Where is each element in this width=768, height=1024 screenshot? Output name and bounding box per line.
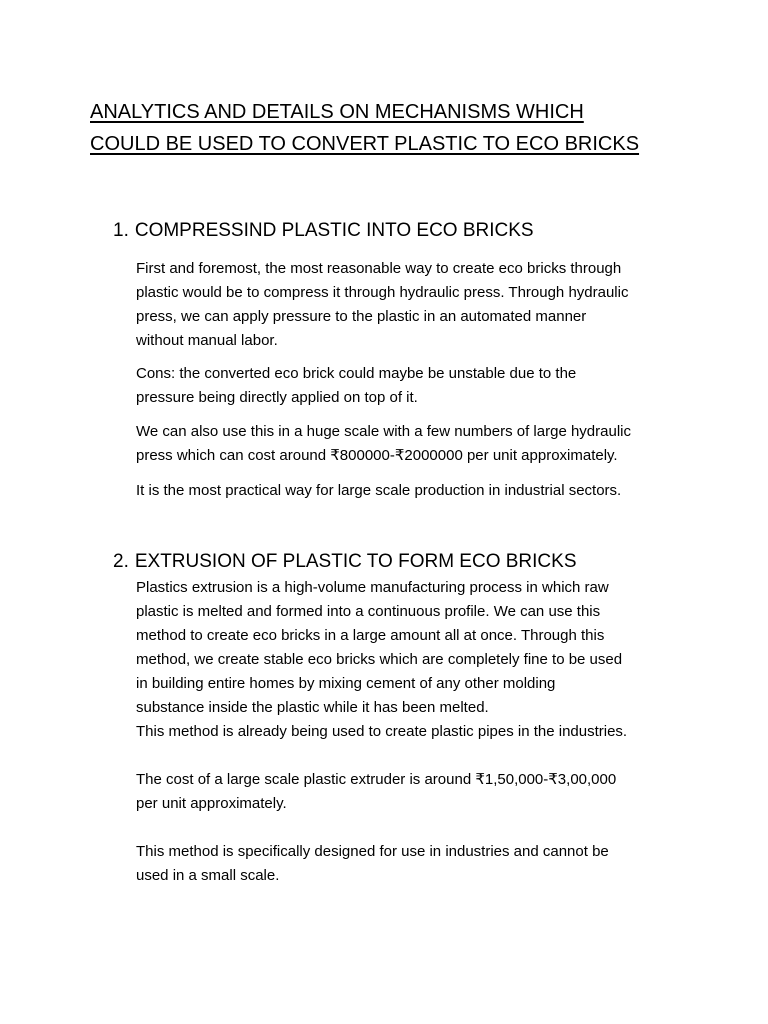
section-1-heading-text: COMPRESSIND PLASTIC INTO ECO BRICKS xyxy=(134,220,534,241)
section-1-paragraph-1: First and foremost, the most reasonable way to create eco bricks through plastic would be to compress it through hydraulic press. Through hydraulic press, we can apply pressure to the plastic in an automated manner without manual labor. xyxy=(136,260,629,349)
section-2-paragraph-2: This method is already being used to create plastic pipes in the industries. xyxy=(136,723,628,740)
document-title xyxy=(90,96,730,160)
section-1-paragraph-4: It is the most practical way for large scale production in industrial sectors. xyxy=(136,482,622,499)
section-2-number: 2. xyxy=(113,551,129,572)
section-2-paragraph-1: Plastics extrusion is a high-volume manufacturing process in which raw plastic is melted and formed into a continuous profile. We can use this method to create eco bricks in a large amount all at once. Through this method, we create stable eco bricks which are completely fine to be used in building entire homes by mixing cement of any other molding substance inside the plastic while it has been melted. xyxy=(136,579,623,716)
section-2-heading xyxy=(113,550,577,574)
document-title-line-1: ANALYTICS AND DETAILS ON MECHANISMS WHICH xyxy=(90,101,584,123)
document-title-line-2: COULD BE USED TO CONVERT PLASTIC TO ECO BRICKS xyxy=(90,133,640,155)
section-1-heading xyxy=(113,219,534,243)
section-2-paragraph-3: The cost of a large scale plastic extruder is around ₹1,50,000-₹3,00,000 per unit approximately. xyxy=(136,771,617,812)
section-2-paragraph-4: This method is specifically designed for use in industries and cannot be used in a small scale. xyxy=(136,843,609,884)
section-1-paragraph-2: Cons: the converted eco brick could maybe be unstable due to the pressure being directly applied on top of it. xyxy=(136,365,577,406)
section-1-paragraph-3: We can also use this in a huge scale with a few numbers of large hydraulic press which can cost around ₹800000-₹2000000 per unit approximately. xyxy=(136,423,631,464)
section-1-number: 1. xyxy=(113,220,129,241)
section-2-heading-text: EXTRUSION OF PLASTIC TO FORM ECO BRICKS xyxy=(134,551,577,572)
